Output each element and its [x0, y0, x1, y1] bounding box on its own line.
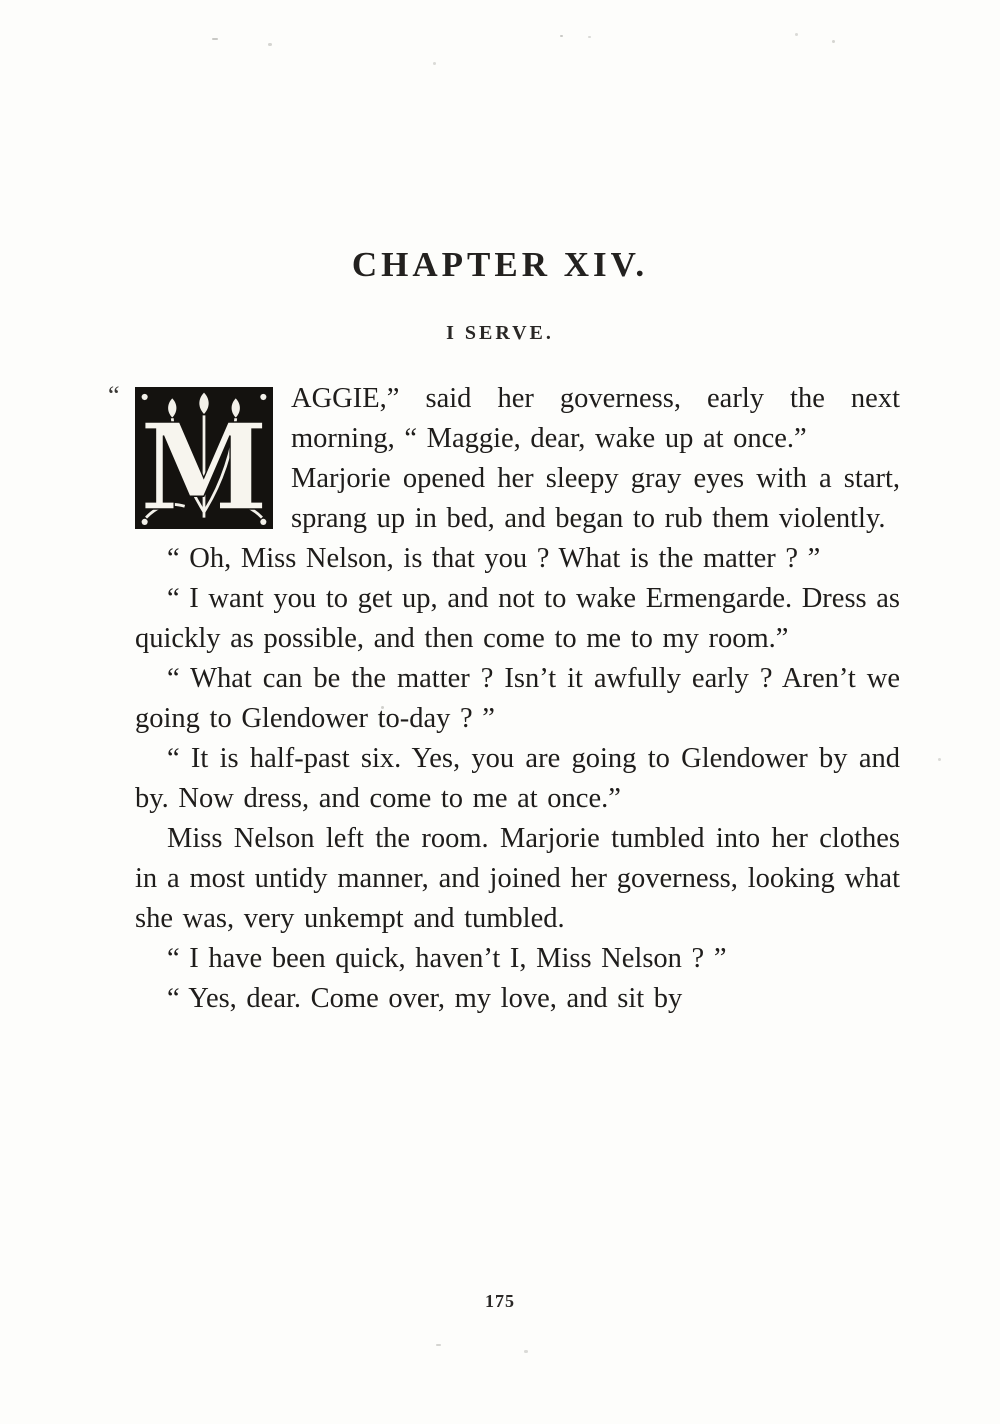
- scan-artifact: [268, 43, 272, 46]
- paragraph: “ Yes, dear. Come over, my love, and sit by: [167, 983, 683, 1014]
- scan-artifact: [560, 35, 563, 37]
- chapter-heading: CHAPTER XIV.: [351, 245, 649, 284]
- paragraph: Marjorie opened her sleepy gray eyes with a start, sprang up in bed, and began to rub them violently.: [291, 463, 900, 534]
- opening-quote-mark: “: [108, 381, 120, 410]
- scan-artifact: [832, 40, 835, 43]
- scan-artifact: [938, 758, 941, 761]
- dropcap-ornament: [135, 387, 273, 529]
- scan-artifact: [433, 62, 436, 65]
- scan-artifact: [212, 38, 218, 40]
- scan-artifact: [436, 1344, 441, 1346]
- paragraph: “ Oh, Miss Nelson, is that you ? What is the matter ? ”: [167, 543, 821, 574]
- section-title: I SERVE.: [446, 322, 554, 344]
- paragraph: Miss Nelson left the room. Marjorie tumbled into her clothes in a most untidy manner, and joined her governess, looking what she was, very unkempt and tumbled.: [135, 823, 900, 934]
- scan-artifact: [381, 706, 384, 709]
- paragraph: “ What can be the matter ? Isn’t it awfully early ? Aren’t we going to Glendower to-day ? ”: [135, 663, 900, 734]
- paragraph: “ I want you to get up, and not to wake Ermengarde. Dress as quickly as possible, and then come to me to my room.”: [135, 583, 900, 654]
- page-number: 175: [485, 1291, 515, 1311]
- dropcap-letter: M: [139, 397, 269, 529]
- scan-artifact: [524, 1350, 528, 1353]
- scan-artifact: [795, 33, 798, 36]
- paragraph: AGGIE,” said her governess, early the next morning, “ Maggie, dear, wake up at once.”: [291, 383, 900, 454]
- paragraph: “ It is half-past six. Yes, you are going to Glendower by and by. Now dress, and come to me at once.”: [135, 743, 900, 814]
- body-text: [108, 379, 900, 1019]
- scan-artifact: [588, 36, 591, 38]
- dropcap-initial: [108, 381, 273, 529]
- paragraph: “ I have been quick, haven’t I, Miss Nelson ? ”: [167, 943, 727, 974]
